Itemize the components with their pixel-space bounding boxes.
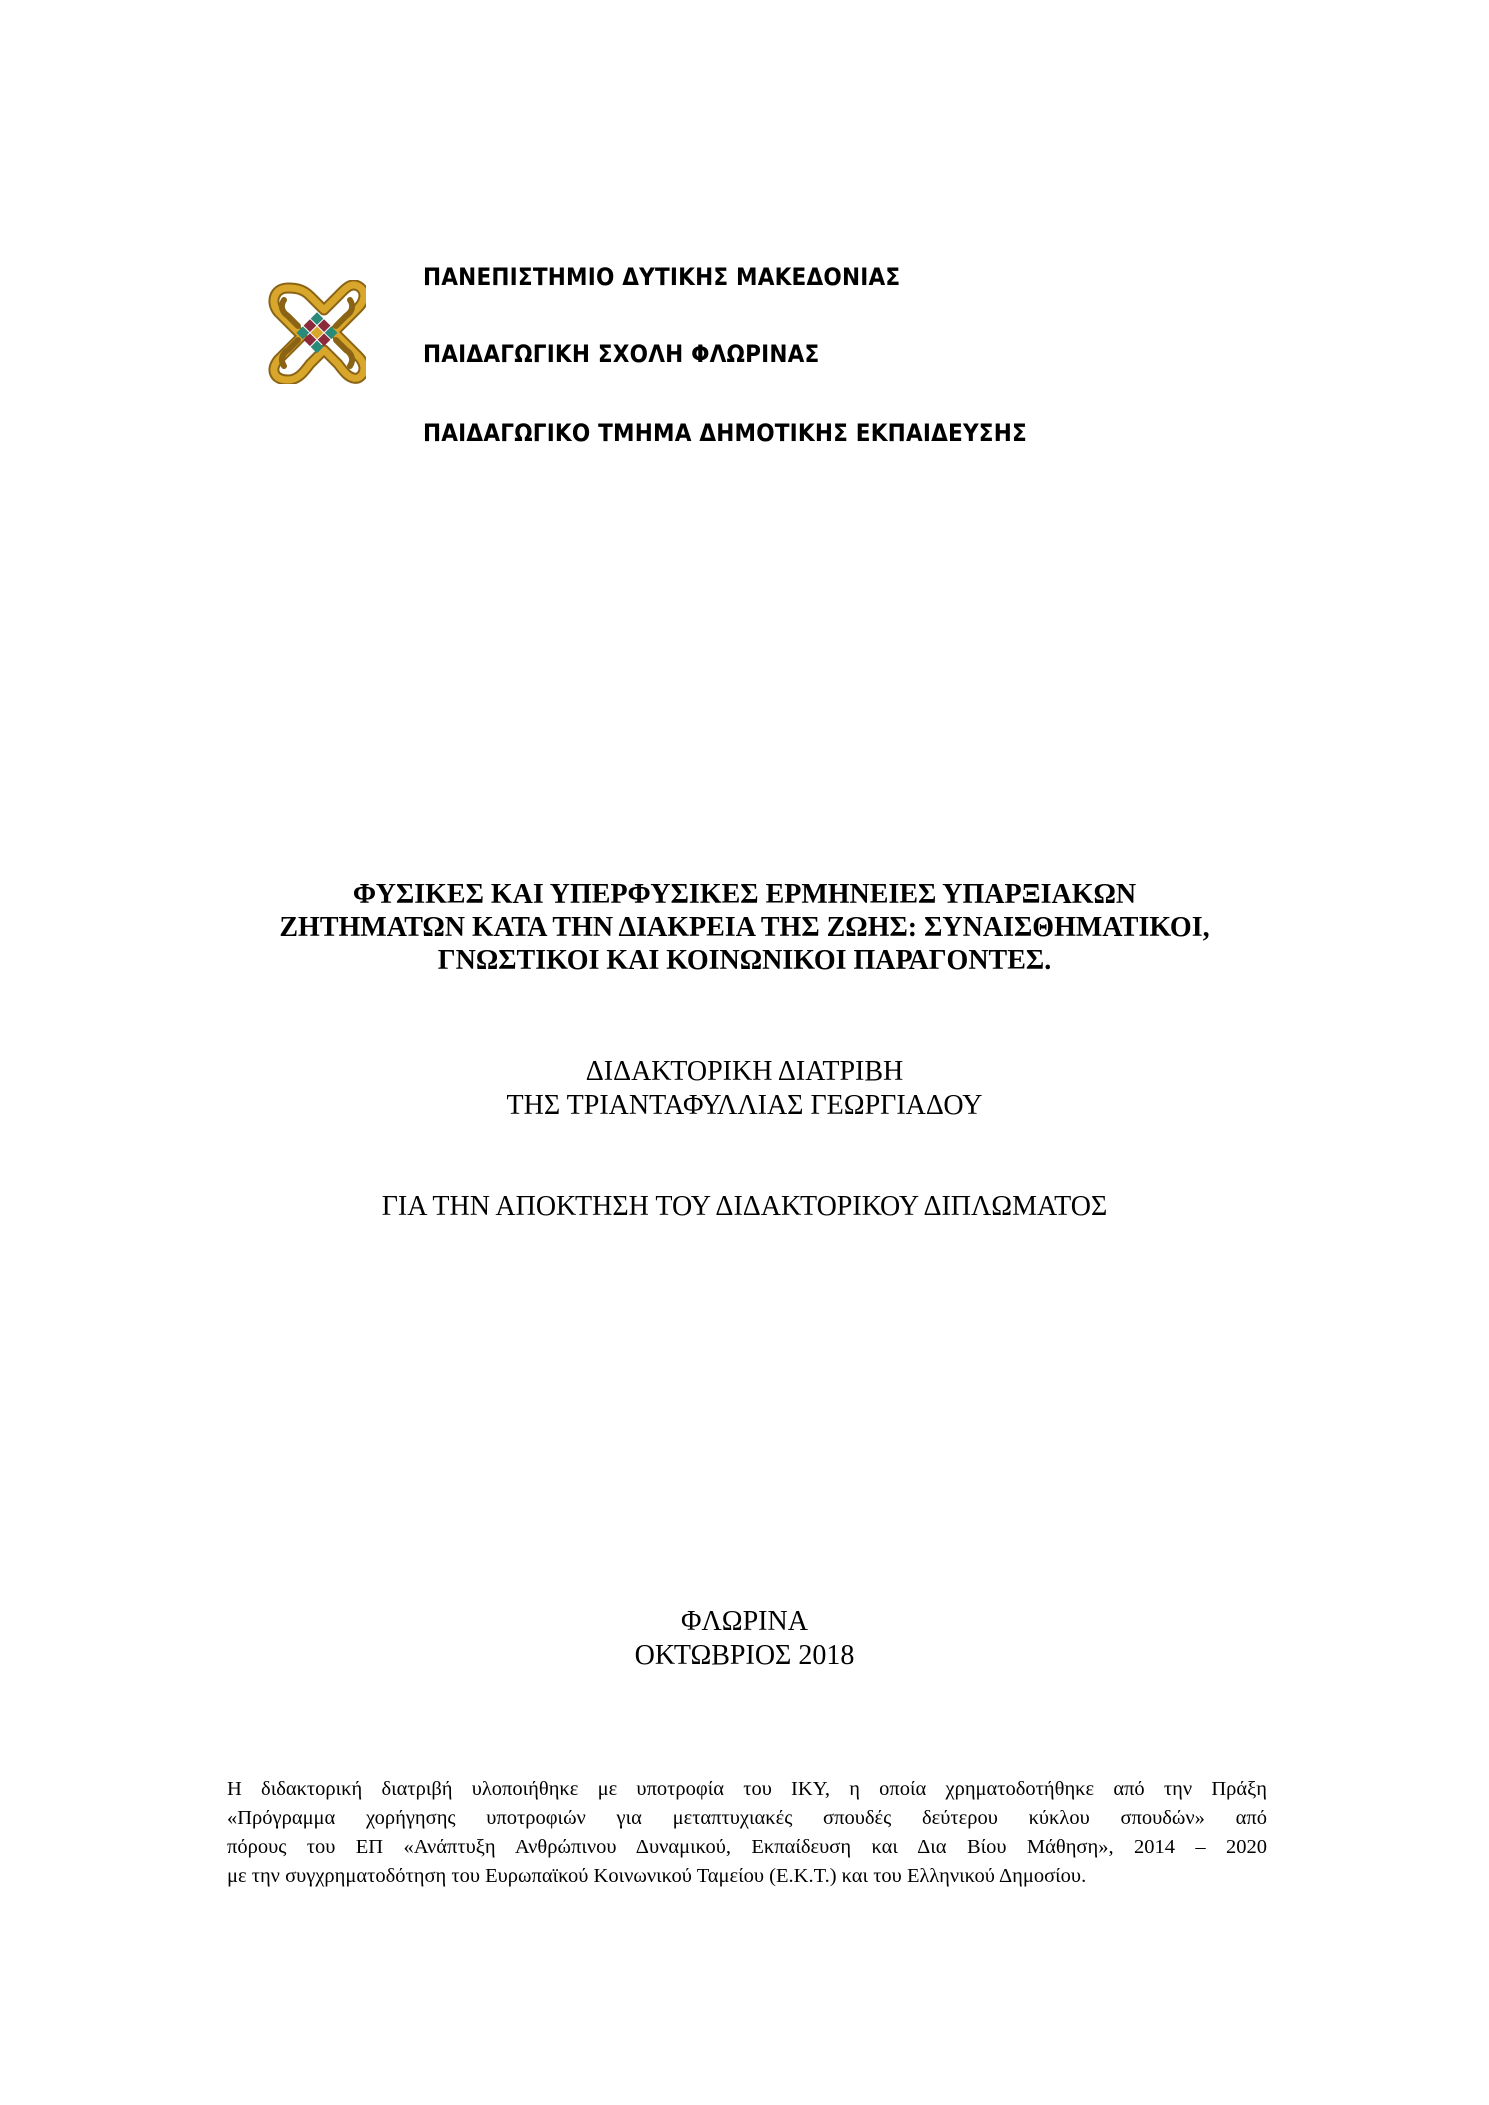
- school-name: ΠΑΙΔΑΓΩΓΙΚΗ ΣΧΟΛΗ ΦΛΩΡΙΝΑΣ: [423, 340, 820, 368]
- funding-note: [227, 1775, 1267, 1891]
- thesis-author: ΤΗΣ ΤΡΙΑΝΤΑΦΥΛΛΙΑΣ ΓΕΩΡΓΙΑΔΟΥ: [506, 1090, 983, 1121]
- funding-line: πόρους του ΕΠ «Ανάπτυξη Ανθρώπινου Δυναμικού, Εκπαίδευση και Δια Βίου Μάθηση», 2014 – 2020: [227, 1836, 1267, 1858]
- thesis-type: ΔΙΔΑΚΤΟΡΙΚΗ ΔΙΑΤΡΙΒΗ: [585, 1056, 904, 1087]
- funding-line: με την συγχρηματοδότηση του Ευρωπαϊκού Κοινωνικού Ταμείου (Ε.Κ.Τ.) και του Ελληνικού Δημοσίου.: [227, 1865, 1087, 1887]
- thesis-title-line: ΓΝΩΣΤΙΚΟΙ ΚΑΙ ΚΟΙΝΩΝΙΚΟΙ ΠΑΡΑΓΟΝΤΕΣ.: [437, 945, 1052, 976]
- university-name: ΠΑΝΕΠΙΣΤΗΜΙΟ ΔΥΤΙΚΗΣ ΜΑΚΕΔΟΝΙΑΣ: [423, 263, 901, 291]
- date: ΟΚΤΩΒΡΙΟΣ 2018: [634, 1640, 855, 1671]
- thesis-purpose: ΓΙΑ ΤΗΝ ΑΠΟΚΤΗΣΗ ΤΟΥ ΔΙΔΑΚΤΟΡΙΚΟΥ ΔΙΠΛΩΜΑΤΟΣ: [381, 1191, 1108, 1222]
- thesis-title-line: ΖΗΤΗΜΑΤΩΝ ΚΑΤΑ ΤΗΝ ΔΙΑΚΡΕΙΑ ΤΗΣ ΖΩΗΣ: ΣΥΝΑΙΣΘΗΜΑΤΙΚΟΙ,: [279, 912, 1210, 943]
- department-name: ΠΑΙΔΑΓΩΓΙΚΟ ΤΜΗΜΑ ΔΗΜΟΤΙΚΗΣ ΕΚΠΑΙΔΕΥΣΗΣ: [423, 419, 1027, 447]
- thesis-title: [0, 878, 1489, 977]
- city: ΦΛΩΡΙΝΑ: [681, 1606, 808, 1637]
- thesis-info: [0, 1055, 1489, 1123]
- funding-line: «Πρόγραμμα χορήγησης υποτροφιών για μεταπτυχιακές σπουδές δεύτερου κύκλου σπουδών» από: [227, 1807, 1267, 1829]
- place-date: [0, 1605, 1489, 1673]
- funding-line: Η διδακτορική διατριβή υλοποιήθηκε με υποτροφία του ΙΚΥ, η οποία χρηματοδοτήθηκε από την Πράξη: [227, 1778, 1267, 1800]
- thesis-title-line: ΦΥΣΙΚΕΣ ΚΑΙ ΥΠΕΡΦΥΣΙΚΕΣ ΕΡΜΗΝΕΙΕΣ ΥΠΑΡΞΙΑΚΩΝ: [352, 879, 1137, 910]
- university-logo-icon: [268, 280, 366, 384]
